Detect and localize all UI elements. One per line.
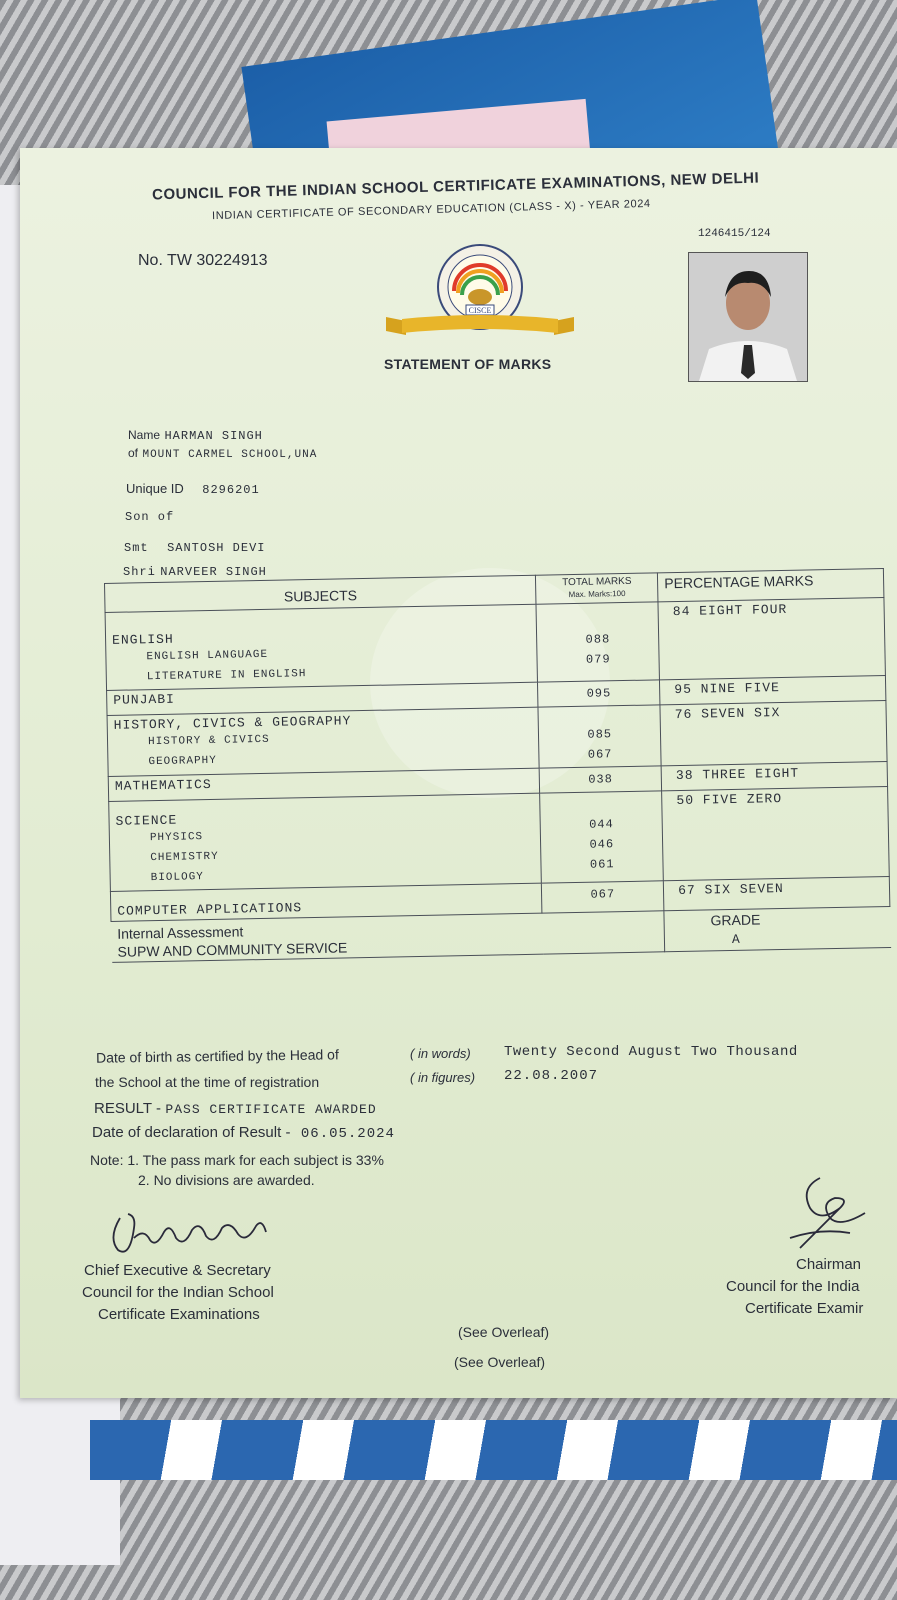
subject-name: PUNJABI (113, 691, 175, 708)
mother-line (124, 538, 265, 556)
subject-name: COMPUTER APPLICATIONS (117, 900, 303, 919)
declaration-date: 06.05.2024 (300, 1126, 395, 1142)
marks-value: 095 (586, 686, 612, 701)
result-label: RESULT - (94, 1100, 161, 1117)
see-overleaf-1: (See Overleaf) (458, 1324, 550, 1340)
name-label: Name (128, 428, 161, 442)
subject-part: BIOLOGY (150, 871, 204, 885)
total-marks-header (536, 573, 658, 604)
declaration-label: Date of declaration of Result - (92, 1124, 291, 1141)
mother-name: SANTOSH DEVI (167, 541, 266, 555)
of-label: of (128, 446, 139, 460)
subject-part: ENGLISH LANGUAGE (146, 648, 269, 664)
note-2: 2. No divisions are awarded. (138, 1172, 315, 1188)
total-marks-label: TOTAL MARKS (562, 575, 632, 589)
subject-name: MATHEMATICS (114, 776, 212, 794)
marks-value: 061 (589, 857, 615, 872)
uid-label: Unique ID (126, 481, 184, 496)
grade-label: GRADE (710, 911, 761, 929)
in-words-label: ( in words) (410, 1046, 471, 1061)
see-overleaf-2: (See Overleaf) (454, 1354, 546, 1370)
student-photo-image (689, 253, 807, 381)
subject-name: HISTORY, CIVICS & GEOGRAPHY (113, 713, 352, 733)
student-photo (688, 252, 808, 382)
marks-table (104, 568, 891, 963)
subject-part: LITERATURE IN ENGLISH (146, 668, 307, 684)
marks-value: 079 (585, 652, 611, 667)
percentage-header: PERCENTAGE MARKS (658, 569, 884, 602)
chairman-title-2: Council for the India (726, 1278, 860, 1295)
percentage-value: 95 NINE FIVE (660, 676, 886, 705)
percentage-value: 76 SEVEN SIX (660, 701, 887, 766)
student-name: HARMAN SINGH (164, 429, 263, 443)
subject-name: SCIENCE (115, 812, 178, 829)
max-marks-label: Max. Marks:100 (568, 588, 626, 600)
declaration-line (92, 1124, 395, 1142)
dob-label-line2: the School at the time of registration (95, 1074, 320, 1090)
dob-in-words: Twenty Second August Two Thousand (504, 1044, 798, 1060)
table-row (105, 598, 885, 691)
marks-value: 046 (589, 837, 615, 852)
note-line-1 (90, 1152, 384, 1168)
background-folder-stripe (90, 1420, 897, 1480)
subject-part: CHEMISTRY (150, 850, 219, 865)
dob-label-line1: Date of birth as certified by the Head of (95, 1046, 339, 1066)
subject-part: PHYSICS (149, 831, 204, 845)
marks-value: 088 (585, 632, 611, 647)
svg-text:CISCE: CISCE (468, 306, 492, 315)
marks-certificate (20, 148, 897, 1398)
subject-part: HISTORY & CIVICS (147, 733, 270, 749)
father-line (123, 562, 267, 580)
marks-value: 038 (588, 772, 614, 787)
father-name: NARVEER SINGH (160, 565, 267, 579)
smt-label: Smt (124, 541, 149, 555)
supw-label: SUPW AND COMMUNITY SERVICE (117, 939, 348, 960)
percentage-value: 67 SIX SEVEN (663, 876, 889, 910)
chairman-title-3: Certificate Examir (745, 1300, 864, 1317)
result-value: PASS CERTIFICATE AWARDED (165, 1102, 377, 1117)
secretary-title-2: Council for the Indian School (82, 1284, 274, 1301)
note-1: 1. The pass mark for each subject is 33% (127, 1152, 384, 1168)
percentage-value: 84 EIGHT FOUR (658, 598, 885, 680)
percentage-value: 50 FIVE ZERO (662, 786, 890, 880)
marks-value: 067 (590, 887, 616, 902)
school-line (128, 444, 317, 462)
son-of-label: Son of (125, 510, 175, 524)
school-name: MOUNT CARMEL SCHOOL,UNA (142, 449, 318, 461)
marks-value: 067 (587, 747, 613, 762)
percentage-value: 38 THREE EIGHT (661, 761, 887, 790)
reference-number: 1246415/124 (698, 228, 771, 240)
uid-line (126, 480, 260, 498)
certificate-number: No. TW 30224913 (138, 252, 268, 269)
unique-id: 8296201 (202, 483, 260, 497)
subject-name: ENGLISH (111, 631, 174, 648)
chairman-title-1: Chairman (796, 1256, 862, 1273)
result-line (94, 1100, 377, 1118)
note-label: Note: (90, 1152, 124, 1168)
council-title: COUNCIL FOR THE INDIAN SCHOOL CERTIFICATE EXAMINATIONS, NEW DELHI (151, 169, 760, 204)
exam-subtitle: INDIAN CERTIFICATE OF SECONDARY EDUCATION (CLASS - X) - YEAR 2024 (211, 197, 651, 223)
chairman-signature (780, 1168, 880, 1258)
dob-in-figures: 22.08.2007 (504, 1068, 599, 1084)
shri-label: Shri (123, 565, 156, 579)
grade-value: A (731, 931, 740, 948)
subjects-header: SUBJECTS (105, 575, 537, 612)
secretary-signature (100, 1198, 280, 1268)
secretary-title-3: Certificate Examinations (98, 1306, 260, 1323)
subject-part: GEOGRAPHY (148, 754, 217, 769)
secretary-title-1: Chief Executive & Secretary (84, 1262, 271, 1279)
internal-assessment-label: Internal Assessment (117, 923, 244, 942)
marks-value: 085 (587, 727, 613, 742)
logo-ribbon (386, 313, 574, 339)
marks-value: 044 (589, 817, 614, 832)
statement-title: STATEMENT OF MARKS (384, 356, 552, 372)
name-line (128, 426, 263, 444)
in-figures-label: ( in figures) (410, 1070, 476, 1085)
table-row (109, 786, 890, 891)
